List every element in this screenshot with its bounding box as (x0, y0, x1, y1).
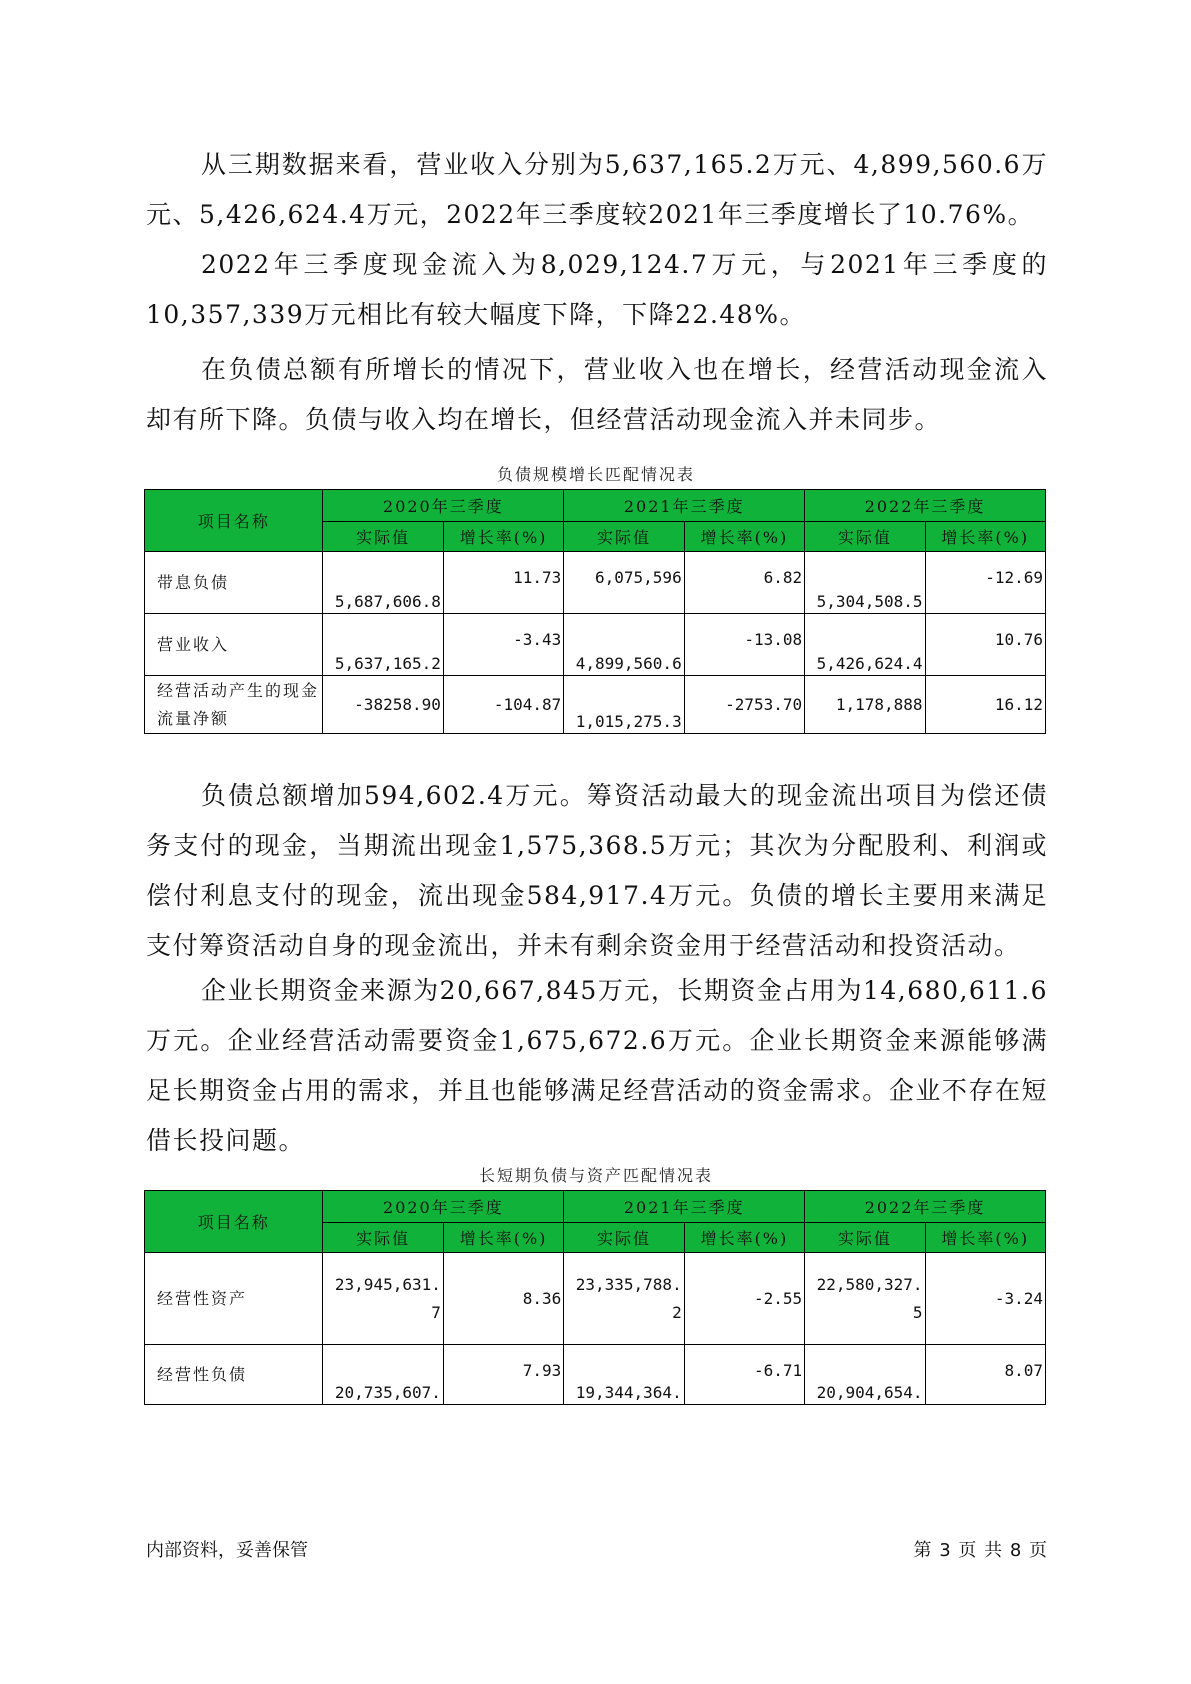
table-cell: -6.71 (684, 1345, 804, 1405)
table-cell: 6.82 (684, 552, 804, 614)
growth-rate-header: 增长率(%) (443, 1223, 563, 1253)
period-header: 2020年三季度 (323, 1191, 564, 1223)
growth-rate-header: 增长率(%) (925, 1223, 1045, 1253)
row-name: 经营活动产生的现金流量净额 (145, 676, 323, 734)
table-cell: -3.24 (925, 1253, 1045, 1345)
row-name: 营业收入 (145, 614, 323, 676)
growth-rate-header: 增长率(%) (684, 522, 804, 552)
row-name: 经营性资产 (145, 1253, 323, 1345)
table-cell: 5,426,624.4 (805, 614, 925, 676)
table-row (145, 1253, 1046, 1345)
table-cell: 4,899,560.6 (564, 614, 684, 676)
table-cell: 5,304,508.5 (805, 552, 925, 614)
growth-rate-header: 增长率(%) (925, 522, 1045, 552)
confidentiality-note: 内部资料，妥善保管 (146, 1540, 308, 1561)
table-cell: 19,344,364. (564, 1345, 684, 1405)
table-cell: 8.36 (443, 1253, 563, 1345)
table-row (145, 552, 1046, 614)
row-name: 带息负债 (145, 552, 323, 614)
growth-rate-header: 增长率(%) (443, 522, 563, 552)
growth-rate-header: 增长率(%) (684, 1223, 804, 1253)
debt-growth-table (144, 489, 1046, 734)
row-name: 经营性负债 (145, 1345, 323, 1405)
actual-value-header: 实际值 (564, 522, 684, 552)
paragraph-cash-inflow: 2022年三季度现金流入为8,029,124.7万元，与2021年三季度的10,357,339万元相比有较大幅度下降，下降22.48%。 (146, 250, 1048, 329)
table-row (145, 676, 1046, 734)
table1-caption: 负债规模增长匹配情况表 (496, 465, 695, 484)
table-cell: 10.76 (925, 614, 1045, 676)
page-number: 第 3 页 共 8 页 (913, 1540, 1048, 1561)
table-cell: -104.87 (443, 676, 563, 734)
paragraph-long-term-funds: 企业长期资金来源为20,667,845万元，长期资金占用为14,680,611.6万元。企业经营活动需要资金1,675,672.6万元。企业长期资金来源能够满足长期资金占用的需求，并且也能够满足经营活动的资金需求。企业不存在短借长投问题。 (146, 976, 1048, 1155)
actual-value-header: 实际值 (564, 1223, 684, 1253)
table-cell: 5,687,606.8 (323, 552, 443, 614)
table-cell: 16.12 (925, 676, 1045, 734)
paragraph-liabilities-revenue: 在负债总额有所增长的情况下，营业收入也在增长，经营活动现金流入却有所下降。负债与收入均在增长，但经营活动现金流入并未同步。 (146, 355, 1048, 434)
period-header: 2022年三季度 (805, 490, 1046, 522)
table-cell: -38258.90 (323, 676, 443, 734)
table-cell: -2.55 (684, 1253, 804, 1345)
table-row (145, 614, 1046, 676)
table2-caption: 长短期负债与资产匹配情况表 (478, 1166, 713, 1185)
table-row (145, 1345, 1046, 1405)
actual-value-header: 实际值 (323, 1223, 443, 1253)
actual-value-header: 实际值 (805, 1223, 925, 1253)
table-cell: 23,335,788.2 (564, 1253, 684, 1345)
table-cell: -13.08 (684, 614, 804, 676)
item-name-header: 项目名称 (145, 490, 323, 552)
table-cell: 1,015,275.3 (564, 676, 684, 734)
table-cell: 22,580,327.5 (805, 1253, 925, 1345)
table-cell: 8.07 (925, 1345, 1045, 1405)
table-cell: 20,904,654. (805, 1345, 925, 1405)
table-cell: 6,075,596 (564, 552, 684, 614)
paragraph-debt-increase: 负债总额增加594,602.4万元。筹资活动最大的现金流出项目为偿还债务支付的现金，当期流出现金1,575,368.5万元；其次为分配股利、利润或偿付利息支付的现金，流出现金584,917.4万元。负债的增长主要用来满足支付筹资活动自身的现金流出，并未有剩余资金用于经营活动和投资活动。 (146, 781, 1048, 960)
table-cell: 20,735,607. (323, 1345, 443, 1405)
table-cell: 11.73 (443, 552, 563, 614)
actual-value-header: 实际值 (805, 522, 925, 552)
table-cell: 5,637,165.2 (323, 614, 443, 676)
actual-value-header: 实际值 (323, 522, 443, 552)
period-header: 2020年三季度 (323, 490, 564, 522)
table-cell: 1,178,888 (805, 676, 925, 734)
table-cell: -12.69 (925, 552, 1045, 614)
item-name-header: 项目名称 (145, 1191, 323, 1253)
table-cell: 23,945,631.7 (323, 1253, 443, 1345)
table-cell: -3.43 (443, 614, 563, 676)
period-header: 2022年三季度 (805, 1191, 1046, 1223)
paragraph-revenue: 从三期数据来看，营业收入分别为5,637,165.2万元、4,899,560.6万元、5,426,624.4万元，2022年三季度较2021年三季度增长了10.76%。 (146, 150, 1048, 229)
table-cell: -2753.70 (684, 676, 804, 734)
period-header: 2021年三季度 (564, 1191, 805, 1223)
table-cell: 7.93 (443, 1345, 563, 1405)
period-header: 2021年三季度 (564, 490, 805, 522)
asset-liability-match-table (144, 1190, 1046, 1405)
